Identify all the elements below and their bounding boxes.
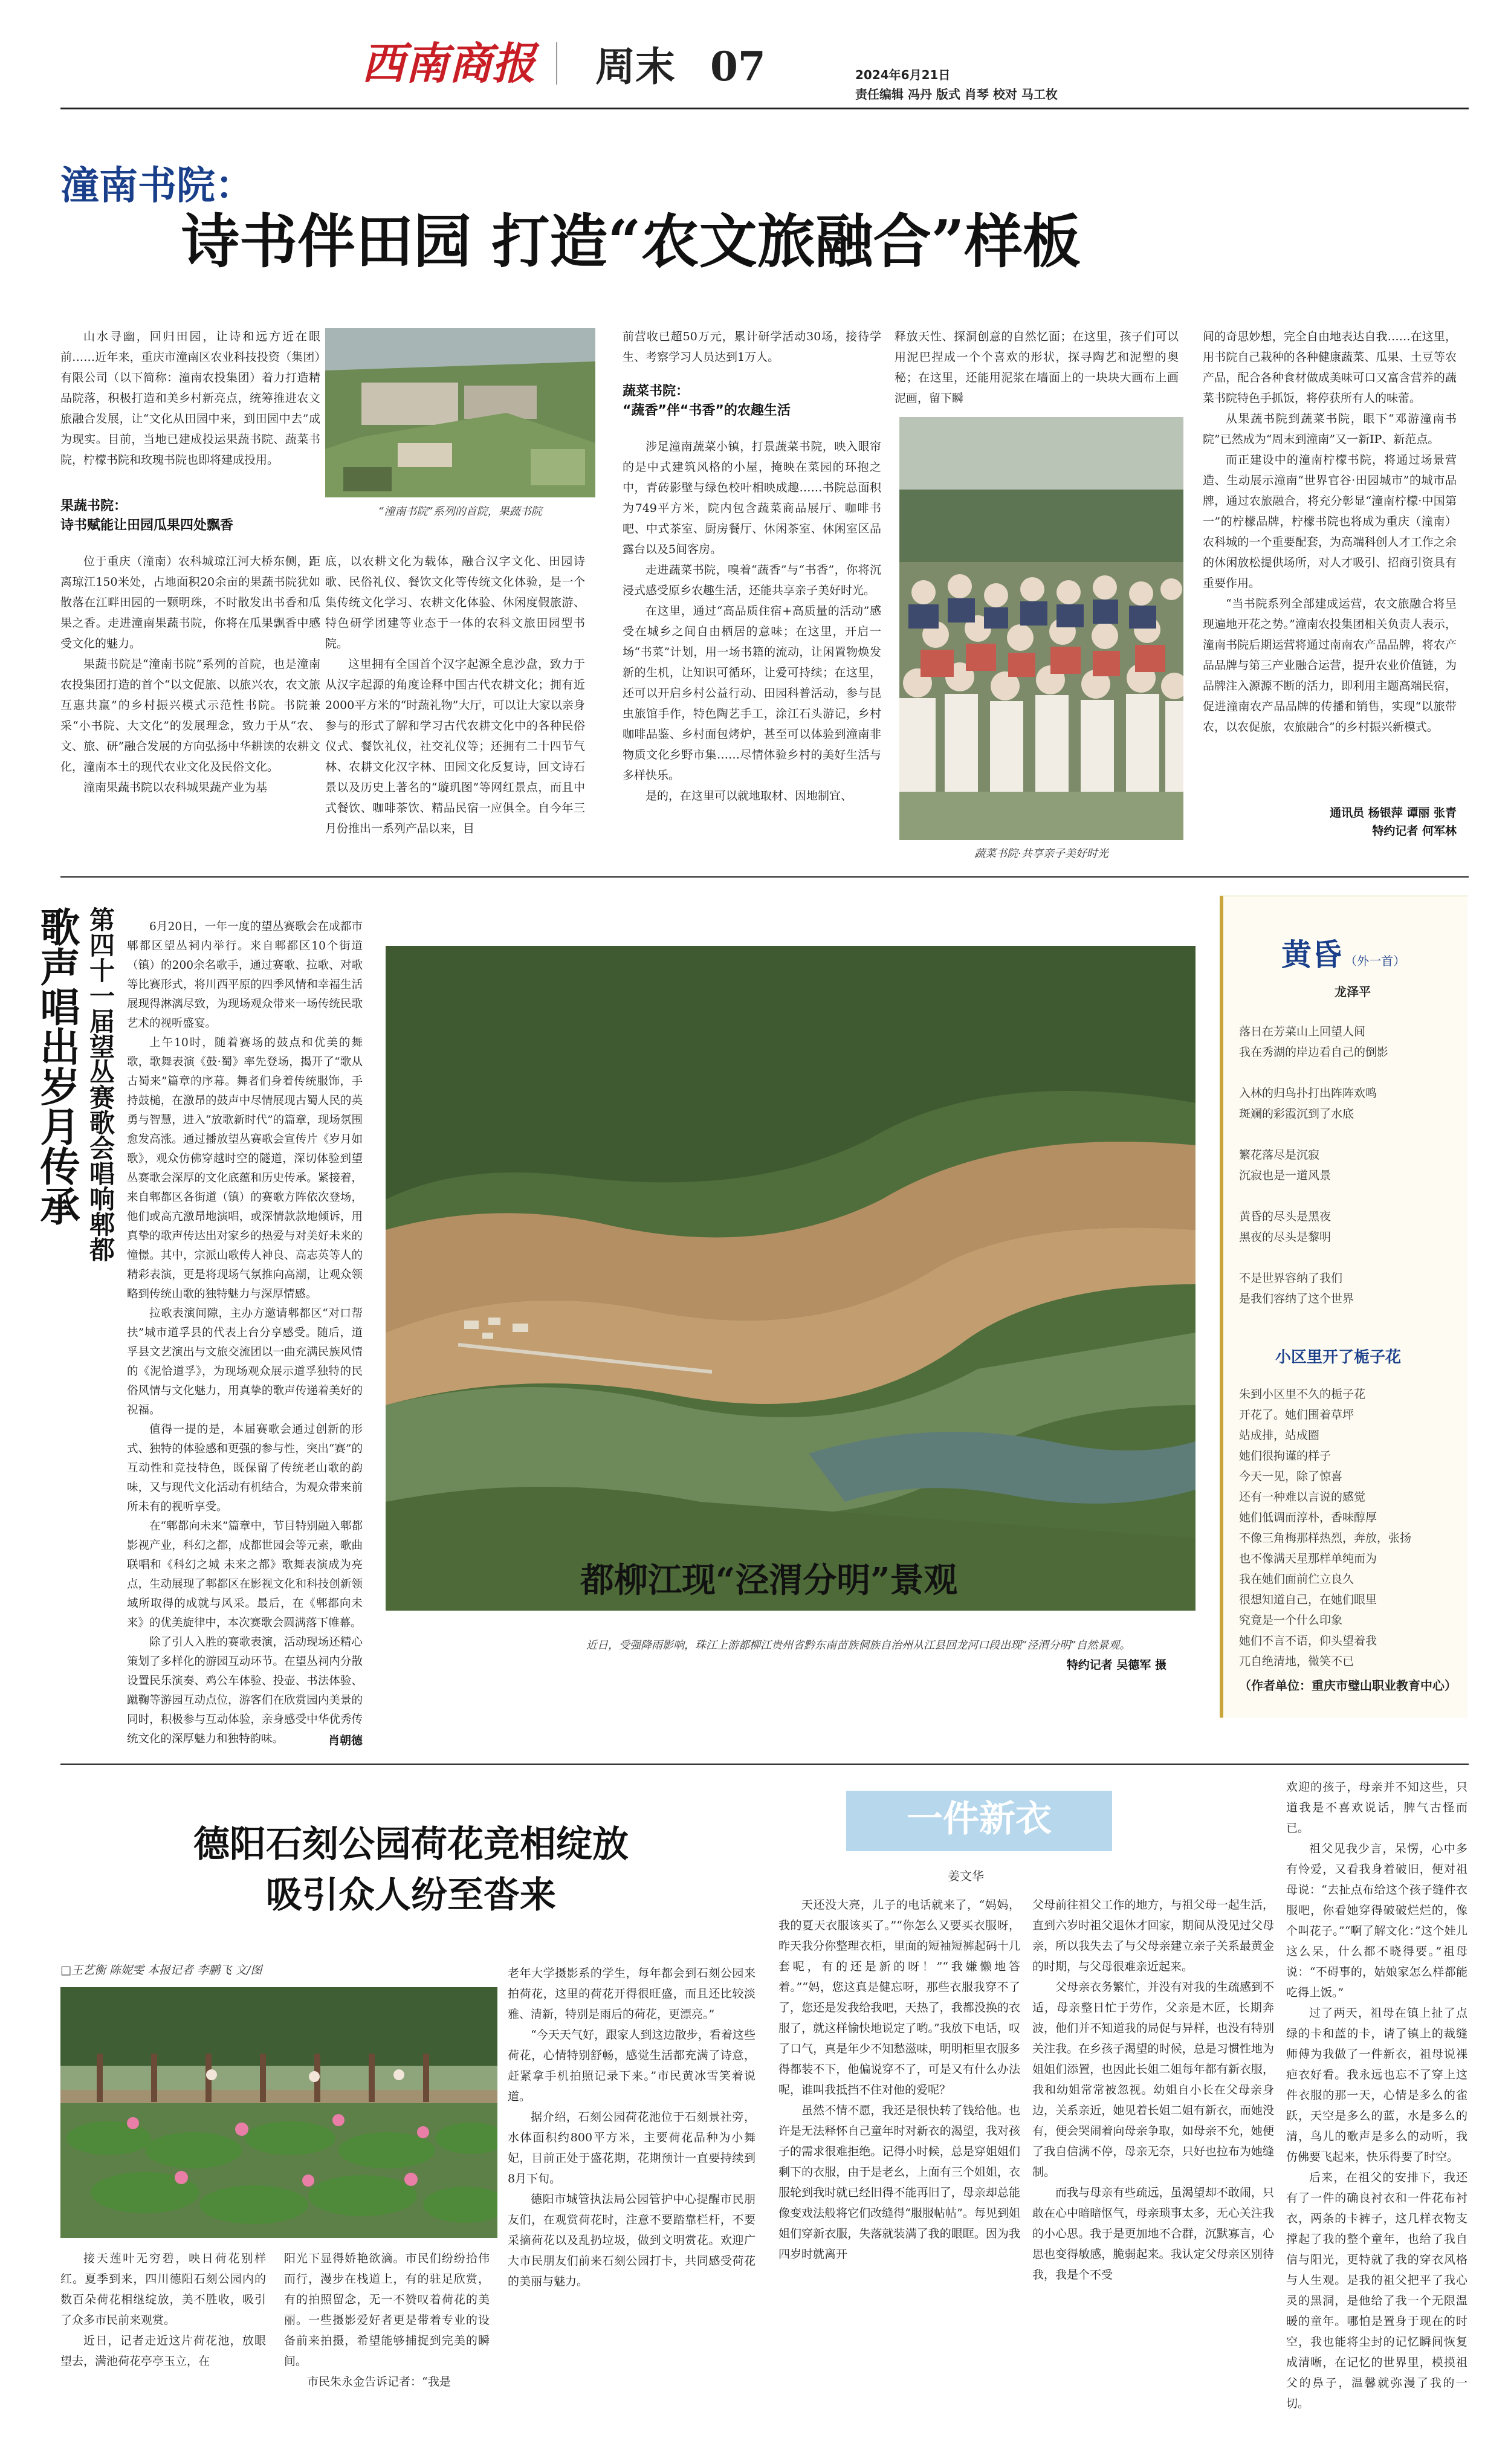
photo-duliu-title: 都柳江现“泾渭分明”景观 [580,1560,958,1600]
photo-shucai-academy [899,417,1183,840]
page-number: 07 [710,43,766,90]
poem-line: 兀自绝清地，微笑不已 [1239,1655,1354,1668]
photo-duliu-credit: 特约记者 吴德军 摄 [1066,1658,1166,1672]
poem-line: 黑夜的尽头是黎明 [1239,1230,1331,1244]
poem-line: 也不像满天星那样单纯而为 [1239,1552,1377,1565]
article3-col2: 阳光下显得娇艳欲滴。市民们纷纷拾伟而行，漫步在栈道上，有的驻足欣赏，有的拍照留念，无一不赞叹着荷花的美丽。一些摄影爱好者更是带着专业的设备前来拍摄，希望能够捕捉到完美的瞬间。 市民朱永金告诉记者：“我是 [284,2252,490,2388]
poem-line [1239,1124,1457,1145]
masthead [0,0,1511,103]
section-label: 周末 [595,43,675,90]
article1-col1: 位于重庆（潼南）农科城琼江河大桥东侧，距离琼江150米处，占地面积20余亩的果蔬书院犹如散落在江畔田园的一颗明珠，不时散发出书香和瓜果之香。走进潼南果蔬书院，你将在瓜果飘香中感受文化的魅力。 果蔬书院是“潼南书院”系列的首院，也是潼南农投集团打造的首个“以文促旅、以旅兴农，农文旅互惠共赢”的乡村振兴模式示范性书院。书院兼采“小书院、大文化”的发展理念，致力于从“农、文、旅、研”融合发展的方向弘扬中华耕读的农耕文化，潼南本土的现代农业文化及民俗文化。 潼南果蔬书院以农科城果蔬产业为基 [60,555,320,794]
poem-line: 今天一见，除了惊喜 [1239,1470,1343,1483]
article4-col2: 父母前往祖父工作的地方，与祖父母一起生活，直到六岁时祖父退休才回家，期间从没见过父母亲，所以我失去了与父母亲建立亲子关系最黄金的时期，与父母很难亲近起来。 父母亲衣务繁忙，并没有对我的生疏感到不适，母亲整日忙于劳作，父亲是木匠，长期奔波，他们并不知道我的局促与异样，也没有特别关注我。在乡孩子渴望的时候，总是习惯性地为姐姐们添置，也因此长姐二姐每年都有新衣服，我和幼姐常常被忽视。幼姐自小长在父母亲身边，关系亲近，她见着长姐二姐有新衣，而她没有，便会哭闹着向母亲争取，如母亲不允，她便了我自信满不停，母亲无奈，只好也拉布为她缝制。 而我与母亲有些疏远，虽渴望却不敢闹，只敢在心中暗暗怄气，母亲琐事太多，无心关注我的小心思。我于是更加地不合群，沉默寡言，心思也变得敏感，脆弱起来。我认定父母亲区别待我，我是个不受 [1032,1898,1274,2281]
photo-guoshu-academy [325,328,595,497]
poem-author: 龙泽平 [1335,985,1371,999]
masthead-date: 2024年6月21日 [855,68,951,82]
poem-line: 我在秀湖的岸边看自己的倒影 [1239,1046,1389,1059]
article1-col4: 释放天性、探洞创意的自然忆面；在这里，孩子们可以用泥巴捏成一个个喜欢的形状，探寻陶艺和泥塑的奥秘；在这里，还能用泥浆在墙面上的一块块大画布上画泥画，留下瞬 [895,330,1179,405]
article3-headline: 德阳石刻公园荷花竞相绽放 吸引众人纷至沓来 [193,1823,629,1916]
article4-author: 姜文华 [948,1869,984,1883]
article3-col1: 接天莲叶无穷碧，映日荷花别样红。夏季到来，四川德阳石刻公园内的数百朵荷花相继绽放，美不胜收，吸引了众多市民前来观赏。 近日，记者走近这片荷花池，放眼望去，满池荷花亭亭玉立，在 [60,2252,266,2368]
article2-headline: 歌声唱出岁月传承 [33,907,80,1226]
masthead-logo: 西南商报 [361,37,536,89]
poem-line: 她们不言不语，仰头望着我 [1239,1634,1377,1648]
poem-line: 她们很拘谨的样子 [1239,1449,1331,1463]
article3-credit: □王艺衡 陈妮雯 本报记者 李鹏飞 文/图 [60,1964,262,1977]
poem-author-unit: （作者单位：重庆市璧山职业教育中心） [1239,1678,1457,1693]
article1-headline: 诗书伴田园 打造“农文旅融合”样板 [181,207,1081,276]
masthead-rule [60,108,1469,109]
poem-line: 开花了。她们围着草坪 [1239,1408,1354,1421]
article1-col5: 间的奇思妙想，完全自由地表达自我……在这里，用书院自己栽种的各种健康蔬菜、瓜果、土豆等农产品，配合各种食材做成美味可口又富含营养的蔬菜书院特色手抓饭，将停获所有人的味蕾。 从果蔬书院到蔬菜书院，眼下“邓游潼南书院”已然成为“周末到潼南”又一新IP、新范点。 而正建设中的潼南柠檬书院，将通过场景营造、生动展示潼南“世界官谷·田园城市”的城市品牌，通过农旅融合，将充分彰显“潼南柠檬·中国第一”的柠檬品牌，柠檬书院也将成为重庆（潼南）农科城的一个重要配套，为高端科创人才工作之余的休闲放松提供场所，对人才吸引、招商引资具有重要作用。 “当书院系列全部建成运营，农文旅融合将呈现遍地开花之势。”潼南农投集团相关负责人表示，潼南书院后期运营将通过南南农产品品牌，将农产品品牌与第三产业融合运营，提升农业价值链，为品牌注入源源不断的活力，即利用主题高端民宿，促进潼南农产品品牌的传播和销售，实现“以旅带农，以农促旅，农旅融合”的乡村振兴新模式。 [1203,330,1457,734]
article4-title: 一件新衣 [907,1798,1052,1840]
photo-duliu-caption: 近日，受强降雨影响，珠江上游都柳江贵州省黔东南苗族侗族自治州从江县回龙河口段出现“泾渭分明”自然景观。 [586,1639,1131,1652]
poem-line [1239,1247,1457,1268]
article2-body: 6月20日，一年一度的望丛赛歌会在成都市郫都区望丛祠内举行。来自郫都区10个街道（镇）的200余名歌手，通过赛歌、拉歌、对歌等比赛形式，将川西平原的四季风情和幸福生活展现得淋漓尽致，为现场观众带来一场传统民歌艺术的视听盛宴。 上午10时，随着赛场的鼓点和优美的舞歌，歌舞表演《鼓·蜀》率先登场，揭开了“歌从古蜀来”篇章的序幕。舞者们身着传统服饰，手持鼓槌，在激昂的鼓声中尽情展现古蜀人民的英勇与智慧，进入“放歌新时代”的篇章，现场氛围愈发高涨。通过播放望丛赛歌会宣传片《岁月如歌》，观众仿佛穿越时空的隧道，深切体验到望丛赛歌会深厚的文化底蕴和历史传承。紧接着，来自郫都区各街道（镇）的赛歌方阵依次登场，他们或高亢激昂地演唱，或深情款款地倾诉，用真挚的歌声传达出对家乡的热爱与对美好未来的憧憬。其中，宗派山歌传人神良、高志英等人的精彩表演，更是将现场气氛推向高潮，让观众领略到传统山歌的独特魅力与深厚情感。 拉歌表演间隙，主办方邀请郫都区“对口帮扶”城市道孚县的代表上台分享感受。随后，道孚县文艺演出与文旅交流团以一曲充满民族风情的《泥恰道孚》，为现场观众展示道孚独特的民俗风情与文化魅力，用真挚的歌声传递着美好的祝福。 值得一提的是，本届赛歌会通过创新的形式、独特的体验感和更强的参与性，突出“赛”的互动性和竞技特色，既保留了传统老山歌的韵味，又与现代文化活动有机结合，为观众带来前所未有的视听享受。 在“郫都向未来”篇章中，节目特别融入郫都影视产业，科幻之都，成都世园会等元素，歌曲联唱和《科幻之城 未来之都》歌舞表演成为亮点，生动展现了郫都区在影视文化和科技创新领域所取得的成就与风采。最后，在《郫都向未来》的优美旋律中，本次赛歌会圆满落下帷幕。 除了引人入胜的赛歌表演，活动现场还精心策划了多样化的游园互动环节。在望丛祠内分散设置民乐演奏、鸡公车体验、投壶、书法体验、蹴鞠等游园互动点位，游客们在欣赏园内美景的同时，积极参与互动体验，亲身感受中华优秀传统文化的深厚魅力和独特韵味。 [127,920,363,1745]
article1-subhead-1: 果蔬书院： 诗书赋能让田园瓜果四处飘香 [60,499,234,533]
poem1-title [1281,931,1405,974]
poem-line: 她们低调而淳朴，香味醇厚 [1239,1511,1377,1524]
article2-subhead: 第四十一届望丛赛歌会唱响郫都 [86,907,115,1262]
poem-line: 很想知道自己，在她们眼里 [1239,1593,1377,1606]
poem-line: 斑斓的彩霞沉到了水底 [1239,1107,1354,1120]
poem-line: 入林的归鸟扑打出阵阵欢鸣 [1239,1087,1377,1100]
poem-line: 站成排，站成圈 [1239,1429,1320,1442]
article1-kicker: 潼南书院： [60,163,254,209]
article1-intro: 山水寻幽，回归田园，让诗和远方近在眼前……近年来，重庆市潼南区农业科技投资（集团）有限公司（以下简称：潼南农投集团）着力打造精品院落，积极打造和美乡村新亮点，统筹推进农文旅融合发展，让“文化从田园中来，到田园中去”成为现实。目前，当地已建成投运果蔬书院、蔬菜书院，柠檬书院和玫瑰书院也即将建成投用。 [60,330,320,467]
poem-line: 繁花落尽是沉寂 [1239,1148,1320,1162]
article1-col3b: 涉足潼南蔬菜小镇，打景蔬菜书院，映入眼帘的是中式建筑风格的小屋，掩映在菜园的环抱之中，青砖影壁与绿色校叶相映成趣……书院总面积为749平方米，院内包含蔬菜商品展厅、咖啡书吧、中式茶室、厨房餐厅、休闲茶室、休闲室区品露台以及5间客房。 走进蔬菜书院，嗅着“蔬香”与“书香”，你将沉浸式感受原乡农趣生活，还能共享亲子美好时光。 在这里，通过“高品质住宿+高质量的活动”感受在城乡之间自由栖居的意味；在这里，开启一场“书菜”计划，用一场书籍的流动，让闲置物焕发新的生机，让知识可循环，让爱可持续；在这里，还可以开启乡村公益行动、田园科普活动，参与昆虫旅馆手作，特色陶艺手工，涂江石头游记，乡村咖啡品鉴、乡村面包烤炉，甚至可以体验到潼南非物质文化乡野市集……尽情体验乡村的美好生活与多样快乐。 是的，在这里可以就地取材、因地制宜、 [623,440,881,803]
article4-col1: 天还没大亮，儿子的电话就来了，“妈妈，我的夏天衣服该买了。”“你怎么又要买衣服呀，昨天我分你整理衣柜，里面的短袖短裤起码十几套呢，有的还是新的呀！”“我嫌懒地答着。”“妈，您这真是健忘呀，那些衣服我穿不了了，您还是发我给我吧，天热了，我都没换的衣服了，就这样愉快地说定了哟。”我放下电话，叹了口气，真是年少不知愁滋味，明明柜里衣服多得都装不下，他偏说穿不了，可是又有什么办法呢，谁叫我抵挡不住对他的爱呢？ 虽然不情不愿，我还是很快转了钱给他。也许是无法释怀自己童年时对新衣的渴望，我对孩子的需求很难拒绝。记得小时候，总是穿姐姐们剩下的衣服，由于是老幺，上面有三个姐姐，衣服轮到我时就已经旧得不能再旧了，母亲却总能像变戏法般将它们改缝得“服服帖帖”。每见到姐姐们穿新衣服，失落就装满了我的眼眶。因为我四岁时就离开 [778,1898,1020,2261]
photo-lotus-park [60,1987,497,2238]
section-rule-2 [60,1764,1469,1765]
poem-line [1239,1186,1457,1206]
article3-col3: 老年大学摄影系的学生，每年都会到石刻公园来拍荷花，这里的荷花开得很旺盛，而且还比较淡雅、清新，特别是雨后的荷花，更漂亮。” “今天天气好，跟家人到这边散步，看着这些荷花，心情特别舒畅，感觉生活都充满了诗意，赶紧拿手机拍照记录下来。”市民黄冰雪笑着说道。 据介绍，石刻公园荷花池位于石刻景社旁，水体面积约800平方米，主要荷花品种为小舞妃，目前正处于盛花期，花期预计一直要持续到8月下旬。 德阳市城管执法局公园管护中心提醒市民朋友们，在观赏荷花时，注意不要踏靠栏杆，不要采摘荷花以及乱扔垃圾，做到文明赏花。欢迎广大市民朋友们前来石刻公园打卡，共同感受荷花的美丽与魅力。 [508,1967,756,2288]
poem-line: 沉寂也是一道风景 [1239,1169,1331,1182]
poem-line: 究竟是一个什么印象 [1239,1614,1343,1627]
poem2-body [1239,1384,1463,1672]
poem-line: 朱到小区里不久的栀子花 [1239,1388,1366,1401]
masthead-divider [556,42,557,85]
poem2-title: 小区里开了栀子花 [1275,1348,1402,1366]
article1-byline: 通讯员 杨银萍 谭丽 张青 特约记者 何军林 [1330,806,1457,838]
photo-shucai-caption: 蔬菜书院·共享亲子美好时光 [974,847,1108,860]
article1-col3: 前营收已超50万元，累计研学活动30场，接待学生、考察学习人员达到1万人。 [623,330,881,364]
poem1-body [1239,1021,1457,1309]
article1-subhead-2: 蔬菜书院： “蔬香”伴“书香”的农趣生活 [623,384,791,418]
poem-line: 落日在芳菜山上回望人间 [1239,1025,1366,1038]
poem1-title-text: 黄昏 [1281,937,1342,972]
poem-line: 是我们容纳了这个世界 [1239,1292,1354,1305]
poem-line: 不像三角梅那样热烈，奔放，张扬 [1239,1531,1412,1545]
poem-line: 我在她们面前伫立良久 [1239,1573,1354,1586]
poem-line: 黄昏的尽头是黑夜 [1239,1210,1331,1223]
poem-line [1239,1062,1457,1083]
article2-byline: 肖朝德 [328,1734,363,1747]
poem-line: 不是世界容纳了我们 [1239,1272,1343,1285]
masthead-editors: 责任编辑 冯丹 版式 肖琴 校对 马工枚 [855,87,1058,102]
section-rule-1 [60,876,1469,878]
article4-col3: 欢迎的孩子，母亲并不知这些，只道我是不喜欢说话，脾气古怪而已。 祖父见我少言，呆愣，心中多有怜爱，又看我身着破旧，便对祖母说：“去扯点布给这个孩子缝件衣服吧，你看她穿得破破烂烂的，像个叫花子。”“啊了解文化：”这个娃儿这么呆，什么都不晓得要。”祖母说：“不碍事的，姑娘家怎么样都能吃得上饭。” 过了两天，祖母在镇上扯了点绿的卡和蓝的卡，请了镇上的裁缝师傅为我做了一件新衣，祖母说裸疤衣好看。我永远也忘不了穿上这件衣服的那一天，心情是多么的雀跃，天空是多么的蓝，水是多么的清，鸟儿的歌声是多么的动听，我仿佛要飞起来，快乐得要了时空。 后来，在祖父的安排下，我还有了一件的确良衬衣和一件花布衬衣，两条的卡裤子，这几样衣物支撑起了我的整个童年，也给了我自信与阳光，更特就了我的穿衣风格与人生观。是我的祖父把平了我心灵的黑洞，是他给了我一个无限温暖的童年。哪怕是置身于现在的时空，我也能将尘封的记忆瞬间恢复成清晰，在记忆的世界里，模摸祖父的鼻子，温馨就弥漫了我的一切。 [1286,1780,1467,2410]
poem-line: 还有一种难以言说的感觉 [1239,1490,1366,1504]
photo-guoshu-caption: “潼南书院”系列的首院，果蔬书院 [378,505,542,518]
poem1-title-suffix: （外一首） [1345,954,1406,968]
photo-duliu-river [386,946,1196,1611]
article1-col2: 底，以农耕文化为载体，融合汉字文化、田园诗歌、民俗礼仪、餐饮文化等传统文化体验，是一个集传统文化学习、农耕文化体验、休闲度假旅游、特色研学团建等业态于一体的农科文旅田园型书院。 这里拥有全国首个汉字起源全息沙盘，致力于从汉字起源的角度诠释中国古代农耕文化；拥有近2000平方米的“时蔬礼物”大厅，可以让大家以亲身参与的形式了解和学习古代农耕文化中的各种民俗仪式、餐饮礼仪，社交礼仪等；还拥有二十四节气林、农耕文化汉字林、田园文化反复诗，回文诗石景以及历史上著名的“璇玑图”等网红景点，而且中式餐饮、咖啡茶饮、精品民宿一应俱全。自今年三月份推出一系列产品以来，目 [325,555,585,835]
